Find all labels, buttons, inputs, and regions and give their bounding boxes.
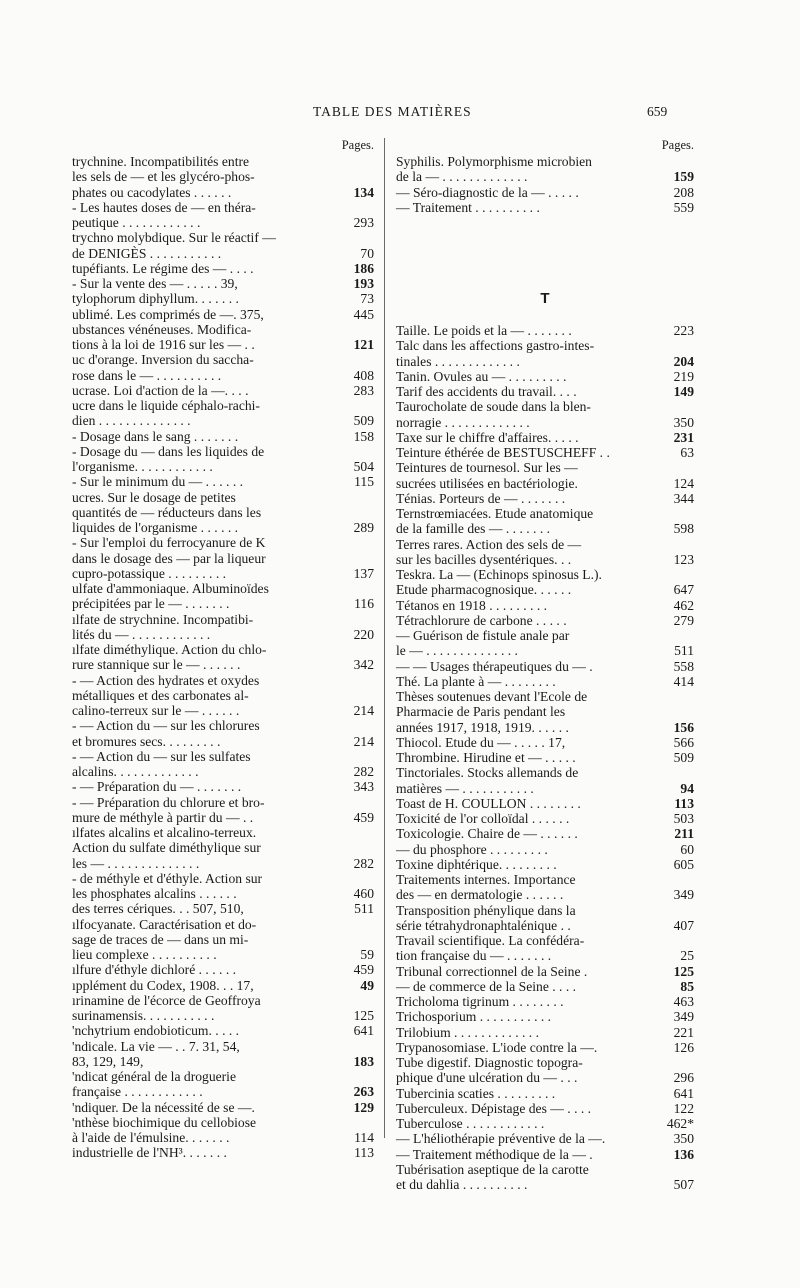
index-entry (396, 842, 694, 857)
entry-page-number: 289 (353, 520, 374, 535)
entry-text: des terres cériques. . . 507, 510, (72, 901, 244, 917)
entry-text: Teinture éthérée de BESTUSCHEFF . . (396, 445, 610, 460)
index-entry (396, 674, 694, 689)
entry-text: tupéfiants. Le régime des — . . . . (72, 260, 254, 276)
entry-text: Tinctoriales. Stocks allemands de matières — . . . . . . . . . . . (396, 765, 579, 796)
index-entry (72, 200, 374, 231)
entry-text: Tube digestif. Diagnostic topogra- phique d'une ulcération du — . . . (396, 1055, 583, 1086)
entry-page-number: 124 (673, 475, 694, 491)
entry-text: Tuberculose . . . . . . . . . . . . (396, 1116, 545, 1131)
entry-text: tylophorum diphyllum. . . . . . . (72, 291, 239, 307)
index-entry (72, 871, 374, 902)
entry-page-number: 343 (353, 779, 374, 795)
index-entry (396, 200, 694, 215)
index-entry (72, 642, 374, 673)
entry-page-number: 231 (673, 429, 694, 445)
entry-page-number: 70 (360, 245, 374, 261)
index-entry (72, 673, 374, 719)
entry-page-number: 73 (360, 291, 374, 307)
entry-text: Taurocholate de soude dans la blen- norragie . . . . . . . . . . . . . (396, 399, 591, 430)
entry-text: Tubérisation aseptique de la carotte et du dahlia . . . . . . . . . . (396, 1161, 589, 1192)
entry-text: 'ndicat général de la droguerie française . . . . . . . . . . . . (72, 1069, 236, 1100)
entry-page-number: 214 (353, 733, 374, 749)
entry-text: Toxicologie. Chaire de — . . . . . . (396, 826, 578, 842)
entry-text: ucres. Sur le dosage de petites quantités de — réducteurs dans les liquides de l'organisme . . . . . . (72, 489, 262, 535)
index-entry (72, 383, 374, 398)
entry-text: ılfate diméthylique. Action du chlo- rure stannique sur le — . . . . . . (72, 642, 267, 673)
entry-text: ılfure d'éthyle dichloré . . . . . . (72, 962, 237, 978)
entry-text: Tanin. Ovules au — . . . . . . . . . (396, 368, 567, 384)
index-entry (72, 1100, 374, 1115)
entry-page-number: 282 (353, 764, 374, 779)
entry-page-number: 460 (353, 886, 374, 901)
entry-page-number: 134 (353, 184, 374, 200)
entry-text: Ternstrœmiacées. Etude anatomique de la famille des — . . . . . . . (396, 506, 594, 537)
entry-page-number: 296 (673, 1070, 694, 1086)
entry-text: Thrombine. Hirudine et — . . . . . (396, 750, 576, 765)
entry-text: Thèses soutenues devant l'Ecole de Pharmacie de Paris pendant les années 1917, 1918, 1919. . . . . . (396, 689, 588, 735)
entry-page-number: 113 (674, 795, 694, 811)
entry-text: - Dosage du — dans les liquides de l'organisme. . . . . . . . . . . . (72, 443, 265, 474)
entry-page-number: 121 (353, 337, 374, 352)
index-entry (72, 581, 374, 612)
entry-text: trychnine. Incompatibilités entre les sels de — et les glycéro-phos- phates ou cacodylates . . . . . . (72, 154, 255, 200)
entry-page-number: 414 (673, 673, 694, 689)
index-entry (72, 825, 374, 871)
entry-text: - — Action des hydrates et oxydes métalliques et des carbonates al- calino-terreux sur le — . . . . . . (72, 672, 260, 718)
index-entry (72, 230, 374, 261)
index-entry (72, 978, 374, 993)
index-entry (72, 917, 374, 963)
index-entry (72, 429, 374, 444)
entry-text: Transposition phénylique dans la série tétrahydronaphtalénique . . (396, 902, 576, 933)
entry-text: Teskra. La — (Echinops spinosus L.). Etude pharmacognosique. . . . . . (396, 567, 602, 598)
entry-page-number: 342 (353, 657, 374, 673)
index-entry (72, 474, 374, 489)
entry-text: ılfocyanate. Caractérisation et do- sage de traces de — dans un mi- lieu complexe . . . . . . . . . . (72, 916, 257, 962)
entry-page-number: 123 (673, 551, 694, 567)
index-list-s (396, 154, 694, 215)
index-entry (396, 323, 694, 338)
entry-text: — Traitement . . . . . . . . . . (396, 199, 540, 215)
entry-page-number: 509 (673, 750, 694, 765)
entry-page-number: 129 (353, 1099, 374, 1115)
index-entry (72, 322, 374, 353)
index-entry (396, 826, 694, 841)
index-entry (396, 689, 694, 735)
right-column (396, 138, 694, 1192)
index-entry (396, 1116, 694, 1131)
entry-text: 'nchytrium endobioticum. . . . . (72, 1023, 240, 1039)
entry-page-number: 223 (673, 323, 694, 338)
index-entry (396, 384, 694, 399)
entry-page-number: 344 (673, 490, 694, 506)
index-entry (72, 444, 374, 475)
entry-text: Trypanosomiase. L'iode contre la —. (396, 1039, 598, 1055)
entry-page-number: 149 (673, 384, 694, 399)
index-entry (72, 352, 374, 383)
entry-page-number: 49 (360, 977, 374, 993)
entry-page-number: 462 (673, 597, 694, 613)
index-entry (72, 535, 374, 581)
entry-page-number: 511 (674, 643, 694, 659)
index-entry (396, 933, 694, 964)
entry-text: - — Préparation du chlorure et bro- mure de méthyle à partir du — . . (72, 794, 265, 825)
entry-text: Tubercinia scaties . . . . . . . . . (396, 1085, 556, 1101)
entry-page-number: 208 (673, 184, 694, 200)
entry-text: — L'héliothérapie préventive de la —. (396, 1131, 606, 1147)
entry-text: ublimé. Les comprimés de —. 375, (72, 306, 264, 322)
entry-page-number: 283 (353, 382, 374, 398)
index-entry (396, 1025, 694, 1040)
index-entry (396, 1147, 694, 1162)
section-gap (396, 215, 694, 289)
index-entry (72, 1039, 374, 1070)
entry-text: — de commerce de la Seine . . . . (396, 978, 577, 994)
entry-text: ulfate d'ammoniaque. Albuminoïdes précipitées par le — . . . . . . . (72, 581, 269, 612)
entry-page-number: 408 (353, 367, 374, 383)
entry-text: Thé. La plante à — . . . . . . . . (396, 673, 556, 689)
index-entry (396, 1086, 694, 1101)
entry-text: Toxine diphtérique. . . . . . . . . (396, 856, 557, 872)
entry-text: 'nthèse biochimique du cellobiose à l'aide de l'émulsine. . . . . . . (72, 1114, 257, 1145)
entry-text: - — Action du — sur les chlorures et bromures secs. . . . . . . . . (72, 718, 260, 749)
index-entry (72, 276, 374, 291)
entry-page-number: 641 (673, 1085, 694, 1101)
entry-page-number: 559 (673, 199, 694, 215)
entry-page-number: 59 (360, 947, 374, 962)
entry-text: - Sur le minimum du — . . . . . . (72, 474, 244, 490)
entry-text: ılfates alcalins et alcalino-terreux. Action du sulfate diméthylique sur les — . . . . . . . . . . . . . . (72, 825, 261, 871)
entry-page-number: 113 (354, 1145, 374, 1161)
entry-page-number: 641 (353, 1023, 374, 1039)
index-entry (72, 1115, 374, 1146)
index-entry (396, 1131, 694, 1146)
entry-page-number: 125 (673, 963, 694, 979)
index-entry (396, 735, 694, 750)
index-entry (396, 964, 694, 979)
entry-page-number: 125 (353, 1008, 374, 1023)
entry-page-number: 115 (354, 474, 374, 490)
entry-page-number: 186 (353, 260, 374, 276)
entry-page-number: 349 (673, 887, 694, 903)
entry-page-number: 137 (353, 565, 374, 581)
entry-page-number: 116 (354, 596, 374, 612)
index-entry (396, 154, 694, 185)
entry-page-number: 263 (353, 1084, 374, 1100)
pages-label: Pages. (341, 138, 374, 152)
index-entry (72, 901, 374, 916)
entry-text: — du phosphore . . . . . . . . . (396, 841, 548, 857)
entry-text: 'ndiquer. De la nécessité de se —. (72, 1099, 255, 1115)
entry-page-number: 220 (353, 626, 374, 642)
index-entry (72, 779, 374, 794)
index-entry (396, 598, 694, 613)
index-list-left (72, 154, 374, 1161)
index-entry (396, 979, 694, 994)
entry-text: ıpplément du Codex, 1908. . . 17, (72, 977, 254, 993)
entry-page-number: 159 (673, 169, 694, 185)
entry-page-number: 504 (353, 459, 374, 474)
entry-page-number: 558 (673, 658, 694, 674)
entry-page-number: 158 (353, 428, 374, 444)
index-entry (396, 750, 694, 765)
entry-text: Trilobium . . . . . . . . . . . . . (396, 1024, 540, 1040)
entry-text: — Guérison de fistule anale par le — . . . . . . . . . . . . . . (396, 628, 570, 659)
index-entry (396, 994, 694, 1009)
index-entry (72, 307, 374, 322)
index-entry (396, 537, 694, 568)
index-entry (396, 796, 694, 811)
entry-page-number: 463 (673, 994, 694, 1009)
index-entry (396, 399, 694, 430)
entry-text: — Séro-diagnostic de la — . . . . . (396, 184, 579, 200)
pages-label: Pages. (661, 138, 694, 152)
index-entry (72, 993, 374, 1024)
entry-text: Tétanos en 1918 . . . . . . . . . (396, 597, 548, 613)
index-list-t (396, 323, 694, 1192)
index-entry (396, 567, 694, 598)
entry-text: ırinamine de l'écorce de Geoffroya surinamensis. . . . . . . . . . . (72, 992, 261, 1023)
entry-page-number: 122 (673, 1100, 694, 1116)
entry-text: Teintures de tournesol. Sur les — sucrées utilisées en bactériologie. (396, 460, 578, 491)
entry-page-number: 183 (353, 1053, 374, 1069)
entry-text: Tricholoma tigrinum . . . . . . . . (396, 994, 564, 1009)
entry-page-number: 114 (354, 1130, 374, 1145)
entry-text: ucrase. Loi d'action de la —. . . . (72, 382, 249, 398)
index-entry (72, 795, 374, 826)
entry-text: Syphilis. Polymorphisme microbien de la — . . . . . . . . . . . . . (396, 154, 592, 185)
index-entry (396, 491, 694, 506)
index-entry (72, 1023, 374, 1038)
entry-page-number: 193 (353, 276, 374, 291)
entry-page-number: 459 (353, 809, 374, 825)
entry-text: - — Préparation du — . . . . . . . (72, 779, 242, 795)
entry-text: Talc dans les affections gastro-intes- tinales . . . . . . . . . . . . . (396, 338, 595, 369)
entry-page-number: 349 (673, 1009, 694, 1025)
entry-page-number: 85 (680, 978, 694, 994)
entry-text: Terres rares. Action des sels de — sur les bacilles dysentériques. . . (396, 536, 582, 567)
index-entry (396, 369, 694, 384)
entry-page-number: 445 (353, 306, 374, 322)
index-entry (72, 490, 374, 536)
page-number: 659 (647, 104, 668, 119)
entry-text: - — Action du — sur les sulfates alcalins. . . . . . . . . . . . . (72, 748, 251, 779)
entry-page-number: 350 (673, 414, 694, 430)
index-entry (396, 1040, 694, 1055)
index-entry (396, 628, 694, 659)
entry-page-number: 605 (673, 856, 694, 872)
index-entry (396, 185, 694, 200)
entry-text: ubstances vénéneuses. Modifica- tions à la loi de 1916 sur les — . . (72, 321, 255, 352)
entry-text: - Dosage dans le sang . . . . . . . (72, 428, 239, 444)
entry-text: Tuberculeux. Dépistage des — . . . . (396, 1100, 592, 1116)
entry-page-number: 509 (353, 413, 374, 429)
index-entry (396, 811, 694, 826)
column-divider (384, 138, 385, 1138)
entry-page-number: 462* (666, 1116, 694, 1131)
entry-text: Tarif des accidents du travail. . . . (396, 384, 577, 399)
entry-text: uc d'orange. Inversion du saccha- rose dans le — . . . . . . . . . . (72, 352, 254, 383)
entry-page-number: 459 (353, 962, 374, 978)
index-entry (396, 1009, 694, 1024)
index-entry (396, 430, 694, 445)
entry-text: - Sur la vente des — . . . . . 39, (72, 276, 238, 291)
entry-text: Ténias. Porteurs de — . . . . . . . (396, 490, 566, 506)
index-entry (72, 291, 374, 306)
entry-page-number: 279 (673, 612, 694, 628)
entry-text: — — Usages thérapeutiques du — . (396, 658, 593, 674)
entry-text: Thiocol. Etude du — . . . . . 17, (396, 734, 566, 750)
entry-page-number: 503 (673, 811, 694, 826)
index-entry (72, 398, 374, 429)
entry-text: industrielle de l'NH³. . . . . . . (72, 1145, 227, 1161)
entry-text: Taxe sur le chiffre d'affaires. . . . . (396, 429, 579, 445)
entry-page-number: 219 (673, 368, 694, 384)
index-entry (396, 1162, 694, 1193)
entry-page-number: 204 (673, 353, 694, 369)
entry-text: — Traitement méthodique de la — . (396, 1146, 593, 1162)
entry-text: ucre dans le liquide céphalo-rachi- dien . . . . . . . . . . . . . . (72, 398, 260, 429)
entry-page-number: 293 (353, 215, 374, 230)
entry-page-number: 350 (673, 1131, 694, 1147)
index-entry (396, 613, 694, 628)
entry-page-number: 211 (674, 826, 694, 842)
entry-page-number: 94 (680, 780, 694, 796)
entry-text: Travail scientifique. La confédéra- tion française du — . . . . . . . (396, 933, 585, 964)
index-entry (396, 338, 694, 369)
entry-text: Trichosporium . . . . . . . . . . . (396, 1009, 552, 1025)
entry-page-number: 156 (673, 719, 694, 735)
index-entry (396, 445, 694, 460)
entry-page-number: 60 (680, 841, 694, 857)
index-entry (396, 506, 694, 537)
entry-page-number: 282 (353, 855, 374, 871)
index-entry (72, 1145, 374, 1160)
entry-page-number: 221 (673, 1024, 694, 1040)
entry-page-number: 566 (673, 734, 694, 750)
entry-page-number: 126 (673, 1039, 694, 1055)
entry-page-number: 647 (673, 582, 694, 598)
entry-page-number: 25 (680, 948, 694, 964)
entry-text: trychno molybdique. Sur le réactif — de DENIGÈS . . . . . . . . . . . (72, 230, 276, 261)
entry-page-number: 407 (673, 917, 694, 933)
index-entry (72, 154, 374, 200)
index-entry (396, 460, 694, 491)
entry-text: - de méthyle et d'éthyle. Action sur les phosphates alcalins . . . . . . (72, 870, 263, 901)
running-title: TABLE DES MATIÈRES (313, 104, 472, 119)
index-entry (72, 1069, 374, 1100)
entry-text: - Les hautes doses de — en théra- peutique . . . . . . . . . . . . (72, 199, 256, 230)
index-entry (396, 872, 694, 903)
entry-text: Tétrachlorure de carbone . . . . . (396, 612, 567, 628)
entry-text: Toxicité de l'or colloïdal . . . . . . (396, 811, 570, 826)
entry-page-number: 136 (673, 1146, 694, 1162)
entry-text: 'ndicale. La vie — . . 7. 31, 54, 83, 129, 149, (72, 1038, 240, 1069)
entry-page-number: 511 (354, 901, 374, 917)
left-column (72, 138, 374, 1161)
entry-text: Traitements internes. Importance des — en dermatologie . . . . . . (396, 872, 576, 903)
entry-text: - Sur l'emploi du ferrocyanure de K dans le dosage des — par la liqueur cupro-potassique . . . . . . . . . (72, 535, 266, 581)
index-entry (72, 261, 374, 276)
index-entry (72, 749, 374, 780)
entry-text: Taille. Le poids et la — . . . . . . . (396, 323, 572, 338)
index-entry (72, 962, 374, 977)
index-entry (396, 1101, 694, 1116)
entry-text: ılfate de strychnine. Incompatibi- lités du — . . . . . . . . . . . . (72, 611, 254, 642)
index-entry (396, 765, 694, 796)
page-header (0, 104, 800, 124)
index-entry (396, 659, 694, 674)
index-entry (72, 718, 374, 749)
entry-page-number: 214 (353, 703, 374, 718)
index-entry (396, 857, 694, 872)
index-entry (396, 903, 694, 934)
entry-text: Tribunal correctionnel de la Seine . (396, 963, 588, 979)
section-letter: T (540, 290, 550, 307)
entry-text: Toast de H. COULLON . . . . . . . . (396, 795, 581, 811)
entry-page-number: 507 (673, 1177, 694, 1192)
index-entry (72, 612, 374, 643)
index-entry (396, 1055, 694, 1086)
entry-page-number: 63 (680, 445, 694, 460)
entry-page-number: 598 (673, 521, 694, 537)
